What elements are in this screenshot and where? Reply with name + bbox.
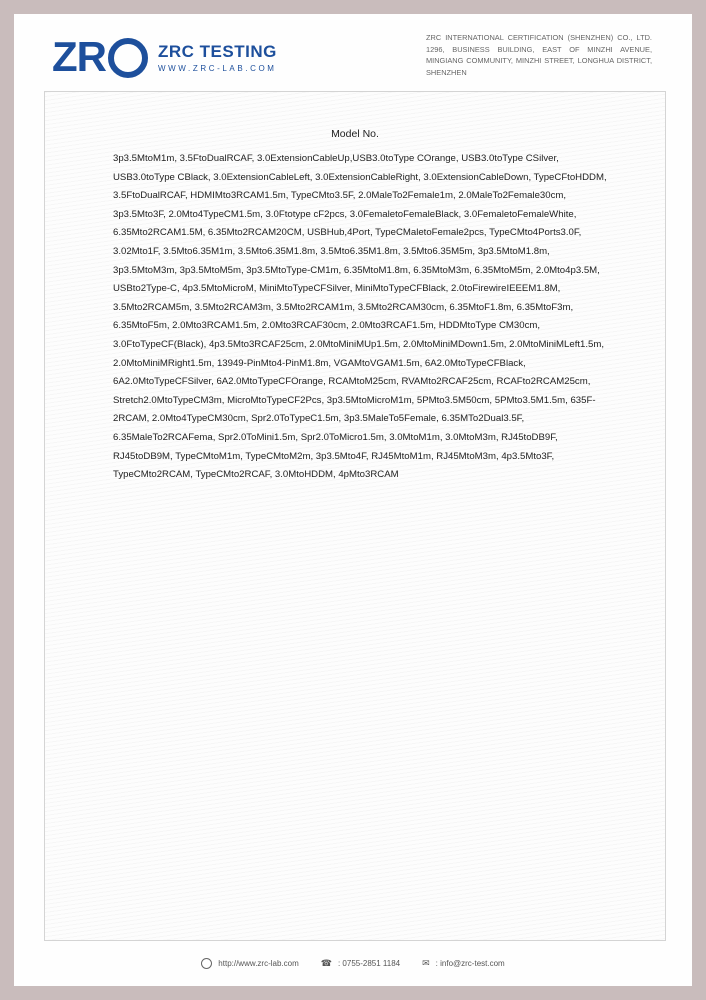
footer-website (201, 958, 298, 969)
model-list: 3p3.5MtoM1m, 3.5FtoDualRCAF, 3.0ExtensionCableUp,USB3.0toType COrange, USB3.0toType CSilver, USB3.0toType CBlack, 3.0ExtensionCableLeft, 3.0ExtensionCableRight, 3.0ExtensionCableDown, TypeCFtoHDDM, 3.5FtoDualRCAF, HDMIMto3RCAM1.5m, TypeCMto3.5F, 2.0MaleTo2Female1m, 2.0MaleTo2Female30cm, 3p3.5Mto3F, 2.0Mto4TypeCM1.5m, 3.0Ftotype cF2pcs, 3.0FemaletoFemaleBlack, 3.0FemaletoFemaleWhite, 6.35Mto2RCAM1.5M, 6.35Mto2RCAM20CM, USBHub,4Port, TypeCMaletoFemale2pcs, TypeCMto4Ports3.0F, 3.02Mto1F, 3.5Mto6.35M1m, 3.5Mto6.35M1.8m, 3.5Mto6.35M1.8m, 3.5Mto6.35M5m, 3p3.5MtoM1.8m, 3p3.5MtoM3m, 3p3.5MtoM5m, 3p3.5MtoType-CM1m, 6.35MtoM1.8m, 6.35MtoM3m, 6.35MtoM5m, 2.0Mto4p3.5M, USBto2Type-C, 4p3.5MtoMicroM, MiniMtoTypeCFSilver, MiniMtoTypeCFBlack, 2.0toFirewireIEEEM1.8M, 3.5Mto2RCAM5m, 3.5Mto2RCAM3m, 3.5Mto2RCAM1m, 3.5Mto2RCAM30cm, 6.35MtoF1.8m, 6.35MtoF3m, 6.35MtoF5m, 2.0Mto3RCAM1.5m, 2.0Mto3RCAF30cm, 2.0Mto3RCAF1.5m, HDDMtoType CM30cm, 3.0FtoTypeCF(Black), 4p3.5Mto3RCAF25cm, 2.0MtoMiniMUp1.5m, 2.0MtoMiniMDown1.5m, 2.0MtoMiniMLeft1.5m, 2.0MtoMiniMRight1.5m, 13949-PinMto4-PinM1.8m, VGAMtoVGAM1.5m, 6A2.0MtoTypeCFBlack, 6A2.0MtoTypeCFSilver, 6A2.0MtoTypeCFOrange, RCAMtoM25cm, RVAMto2RCAF25cm, RCAFto2RCAM25cm, Stretch2.0MtoTypeCM3m, MicroMtoTypeCF2Pcs, 3p3.5MtoMicroM1m, 5PMto3.5M50cm, 5PMto3.5M1.5m, 635F-2RCAM, 2.0Mto4TypeCM30cm, Spr2.0ToTypeC1.5m, 3p3.5MaleTo5Female, 6.35MTo2Dual3.5F, 6.35MaleTo2RCAFema, Spr2.0ToMini1.5m, Spr2.0ToMicro1.5m, 3.0MtoM1m, 3.0MtoM3m, RJ45toDB9F, RJ45toDB9M, TypeCMtoM1m, TypeCMtoM2m, 3p3.5Mto4F, RJ45MtoM1m, RJ45MtoM3m, 4p3.5Mto3F, TypeCMto2RCAM, TypeCMto2RCAF, 3.0MtoHDDM, 4pMto3RCAM (113, 153, 607, 481)
footer-phone (321, 958, 400, 969)
logo-ring-icon (108, 38, 148, 78)
logo-url: WWW.ZRC-LAB.COM (158, 63, 277, 73)
model-no-title: Model No. (331, 128, 379, 140)
document-page (14, 14, 692, 986)
phone-text: : 0755-2851 1184 (337, 959, 401, 968)
footer-email (422, 958, 505, 969)
footer (0, 958, 706, 969)
logo-title: ZRC TESTING (158, 41, 277, 61)
website-text: http://www.zrc-lab.com (218, 959, 299, 968)
phone-icon: ☎ (320, 958, 332, 968)
company-address: ZRC INTERNATIONAL CERTIFICATION (SHENZHEN) CO., LTD. 1296, BUSINESS BUILDING, EAST OF MINZHI AVENUE, MINGIANG COMMUNITY, MINZHI STREET, LONGHUA DISTRICT, SHENZHEN (426, 33, 652, 77)
globe-icon (201, 958, 212, 969)
content-box (44, 91, 666, 941)
email-text: : info@zrc-test.com (435, 959, 505, 968)
zrc-logo-mark: Z R (52, 36, 150, 78)
company-logo (52, 33, 277, 80)
email-icon: ✉ (422, 958, 430, 968)
